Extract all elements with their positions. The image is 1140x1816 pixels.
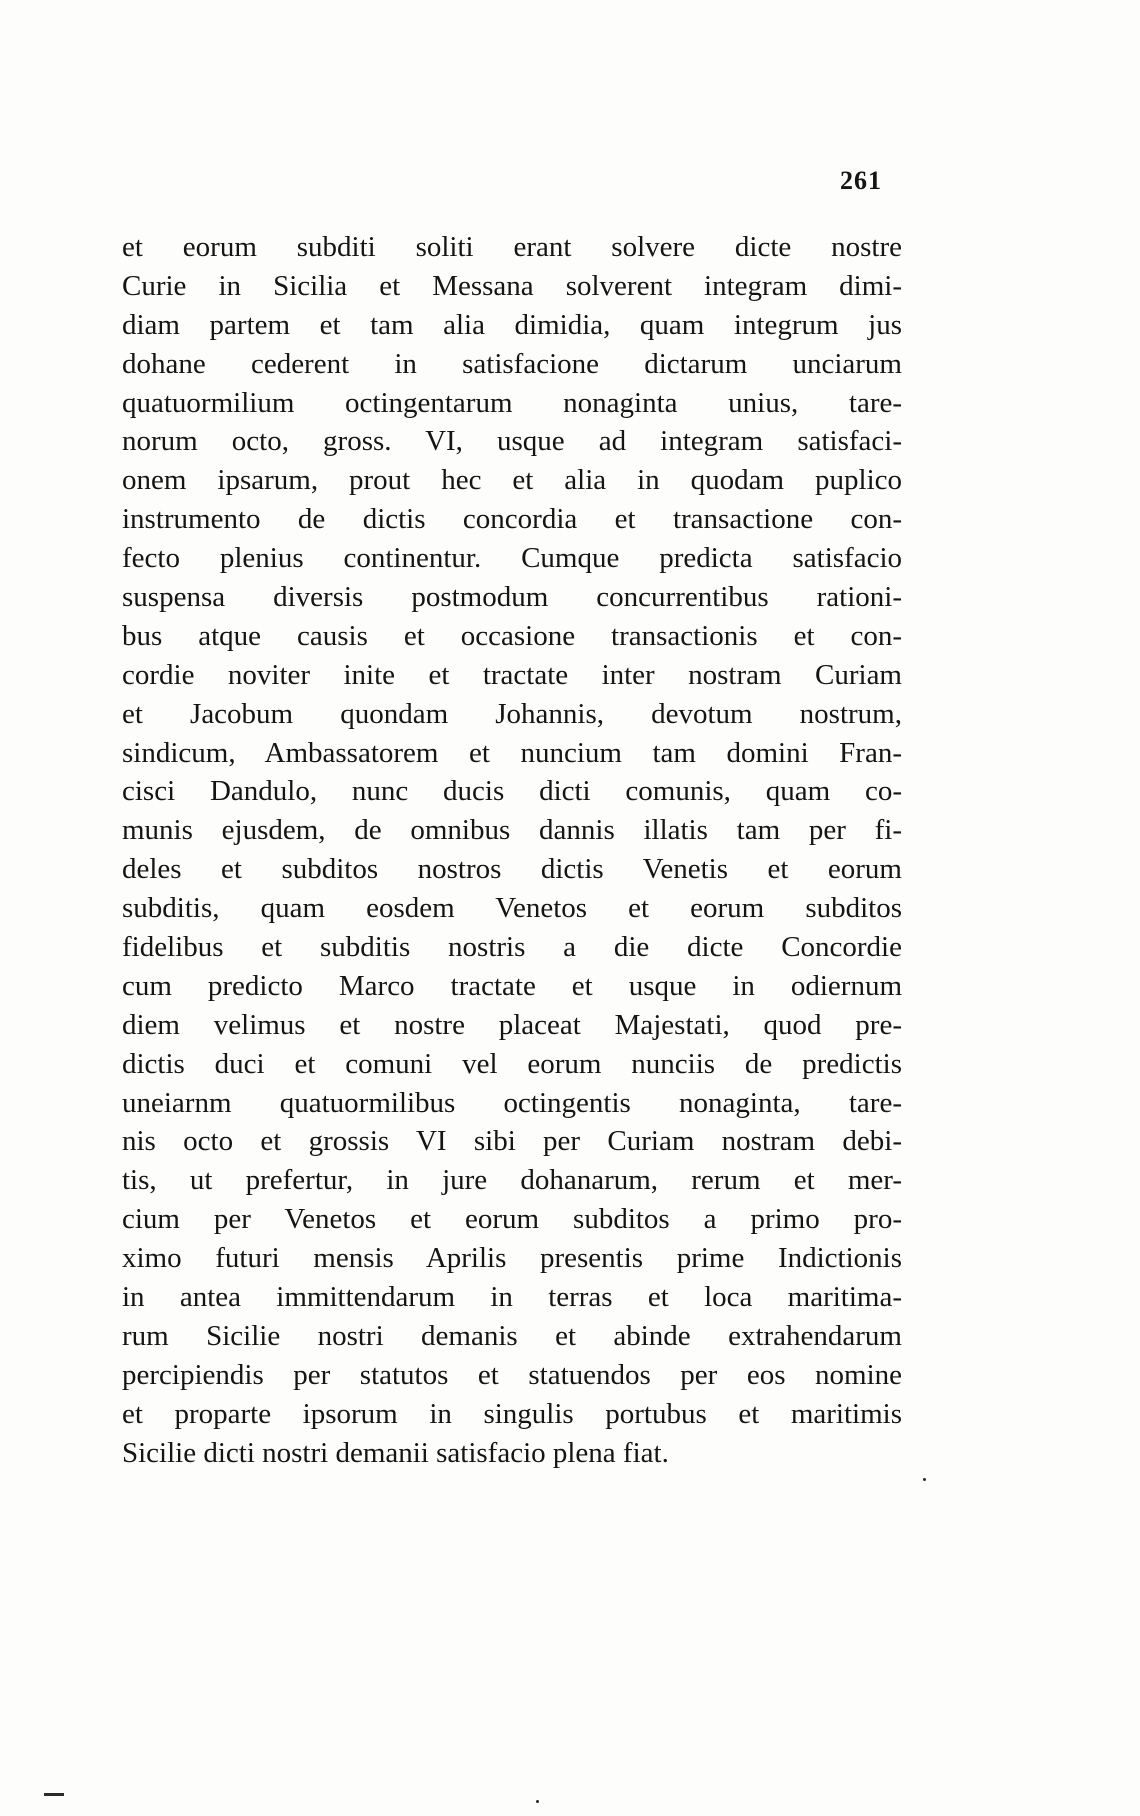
text-line: munis ejusdem, de omnibus dannis illatis tam per fi- <box>122 814 902 847</box>
text-line: rum Sicilie nostri demanis et abinde extrahendarum <box>122 1319 902 1352</box>
text-line: in antea immittendarum in terras et loca maritima- <box>122 1281 902 1314</box>
text-line: dohane cederent in satisfacione dictarum unciarum <box>122 347 902 380</box>
text-line: Sicilie dicti nostri demanii satisfacio plena fiat. <box>122 1436 669 1469</box>
text-line: norum octo, gross. VI, usque ad integram satisfaci- <box>122 425 902 458</box>
text-line: tis, ut prefertur, in jure dohanarum, rerum et mer- <box>122 1164 902 1197</box>
text-line: et Jacobum quondam Johannis, devotum nostrum, <box>122 697 902 730</box>
text-line: uneiarnm quatuormilibus octingentis nonaginta, tare- <box>122 1086 902 1119</box>
text-line: Curie in Sicilia et Messana solverent integram dimi- <box>122 269 902 302</box>
text-line: et eorum subditi soliti erant solvere dicte nostre <box>122 231 902 263</box>
text-line: ximo futuri mensis Aprilis presentis prime Indictionis <box>122 1242 902 1275</box>
text-line: cisci Dandulo, nunc ducis dicti comunis, quam co- <box>122 775 902 808</box>
text-line: fecto plenius continentur. Cumque predicta satisfacio <box>122 542 902 575</box>
body-text <box>122 228 902 1473</box>
text-line: percipiendis per statutos et statuendos per eos nomine <box>122 1358 902 1391</box>
text-line: cium per Venetos et eorum subditos a primo pro- <box>122 1203 902 1236</box>
text-line: sindicum, Ambassatorem et nuncium tam domini Fran- <box>122 736 902 769</box>
text-line: suspensa diversis postmodum concurrentibus rationi- <box>122 581 902 614</box>
text-line: dictis duci et comuni vel eorum nunciis de predictis <box>122 1047 902 1080</box>
text-line: onem ipsarum, prout hec et alia in quodam puplico <box>122 464 902 497</box>
text-line: instrumento de dictis concordia et transactione con- <box>122 503 902 536</box>
text-line: cordie noviter inite et tractate inter nostram Curiam <box>122 658 902 691</box>
text-line: bus atque causis et occasione transactionis et con- <box>122 619 902 652</box>
text-line: subditis, quam eosdem Venetos et eorum subditos <box>122 892 902 925</box>
scan-speck <box>923 1478 926 1481</box>
text-line: diam partem et tam alia dimidia, quam integrum jus <box>122 308 902 341</box>
page-number: 261 <box>840 166 882 195</box>
text-line: nis octo et grossis VI sibi per Curiam nostram debi- <box>122 1125 902 1158</box>
text-line: deles et subditos nostros dictis Venetis et eorum <box>122 853 902 886</box>
text-line: diem velimus et nostre placeat Majestati, quod pre- <box>122 1008 902 1041</box>
scan-speck <box>536 1800 539 1803</box>
text-line: fidelibus et subditis nostris a die dicte Concordie <box>122 931 902 964</box>
text-line: quatuormilium octingentarum nonaginta unius, tare- <box>122 386 902 419</box>
text-line: cum predicto Marco tractate et usque in odiernum <box>122 969 902 1002</box>
scan-mark <box>44 1793 64 1796</box>
text-line: et proparte ipsorum in singulis portubus et maritimis <box>122 1397 902 1430</box>
